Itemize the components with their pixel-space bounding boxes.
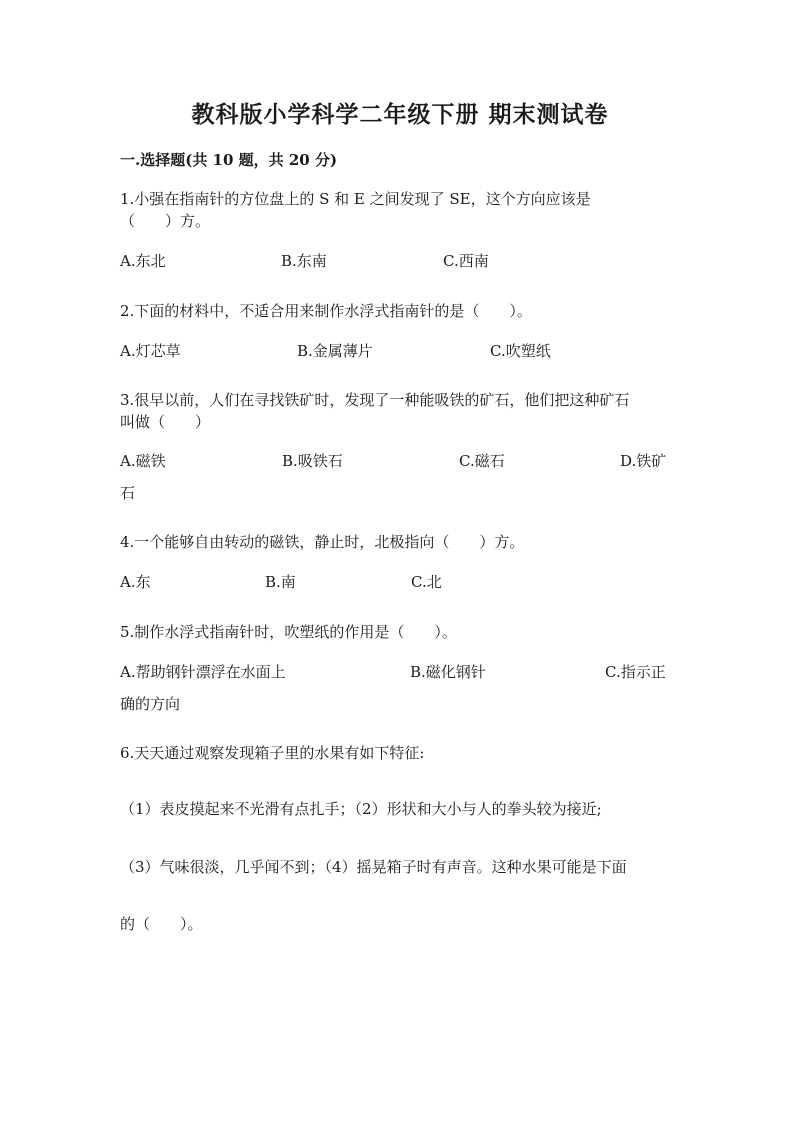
question-3-text: 3.很早以前，人们在寻找铁矿时，发现了一种能吸铁的矿石，他们把这种矿石 <box>120 391 630 409</box>
question-4-text: 4.一个能够自由转动的磁铁，静止时，北极指向（ ）方。 <box>120 533 525 551</box>
q1-option-b: B.东南 <box>281 252 327 270</box>
q3-option-d-wrap: 石 <box>120 484 136 502</box>
q5-option-c-wrap: 确的方向 <box>120 695 181 713</box>
q4-option-a: A.东 <box>120 573 151 591</box>
question-3-text-cont: 叫做（ ） <box>120 413 211 431</box>
q3-option-d: D.铁矿 <box>620 452 667 470</box>
question-1-text: 1.小强在指南针的方位盘上的 S 和 E 之间发现了 SE，这个方向应该是 <box>120 190 591 208</box>
question-6-text: 6.天天通过观察发现箱子里的水果有如下特征: <box>120 744 425 762</box>
question-6-text-end: 的（ ）。 <box>120 915 203 933</box>
question-6-feature-3-4: （3）气味很淡，几乎闻不到；（4）摇晃箱子时有声音。这种水果可能是下面 <box>120 858 627 876</box>
question-6-feature-1-2: （1）表皮摸起来不光滑有点扎手；（2）形状和大小与人的拳头较为接近; <box>120 800 602 818</box>
question-5-text: 5.制作水浮式指南针时，吹塑纸的作用是（ ）。 <box>120 623 457 641</box>
q1-option-c: C.西南 <box>443 252 489 270</box>
q1-option-a: A.东北 <box>120 252 166 270</box>
section-heading: 一.选择题(共 10 题，共 20 分) <box>120 151 338 169</box>
q5-option-c: C.指示正 <box>605 663 666 681</box>
q3-option-b: B.吸铁石 <box>282 452 343 470</box>
q2-option-a: A.灯芯草 <box>120 342 181 360</box>
q5-option-b: B.磁化钢针 <box>410 663 486 681</box>
q4-option-b: B.南 <box>265 573 296 591</box>
question-1-text-cont: （ ）方。 <box>120 212 211 230</box>
page-title: 教科版小学科学二年级下册 期末测试卷 <box>191 101 609 128</box>
q5-option-a: A.帮助钢针漂浮在水面上 <box>120 663 286 681</box>
q4-option-c: C.北 <box>411 573 442 591</box>
q2-option-c: C.吹塑纸 <box>490 342 551 360</box>
q3-option-c: C.磁石 <box>459 452 505 470</box>
q3-option-a: A.磁铁 <box>120 452 166 470</box>
question-2-text: 2.下面的材料中，不适合用来制作水浮式指南针的是（ ）。 <box>120 302 532 320</box>
q2-option-b: B.金属薄片 <box>297 342 373 360</box>
